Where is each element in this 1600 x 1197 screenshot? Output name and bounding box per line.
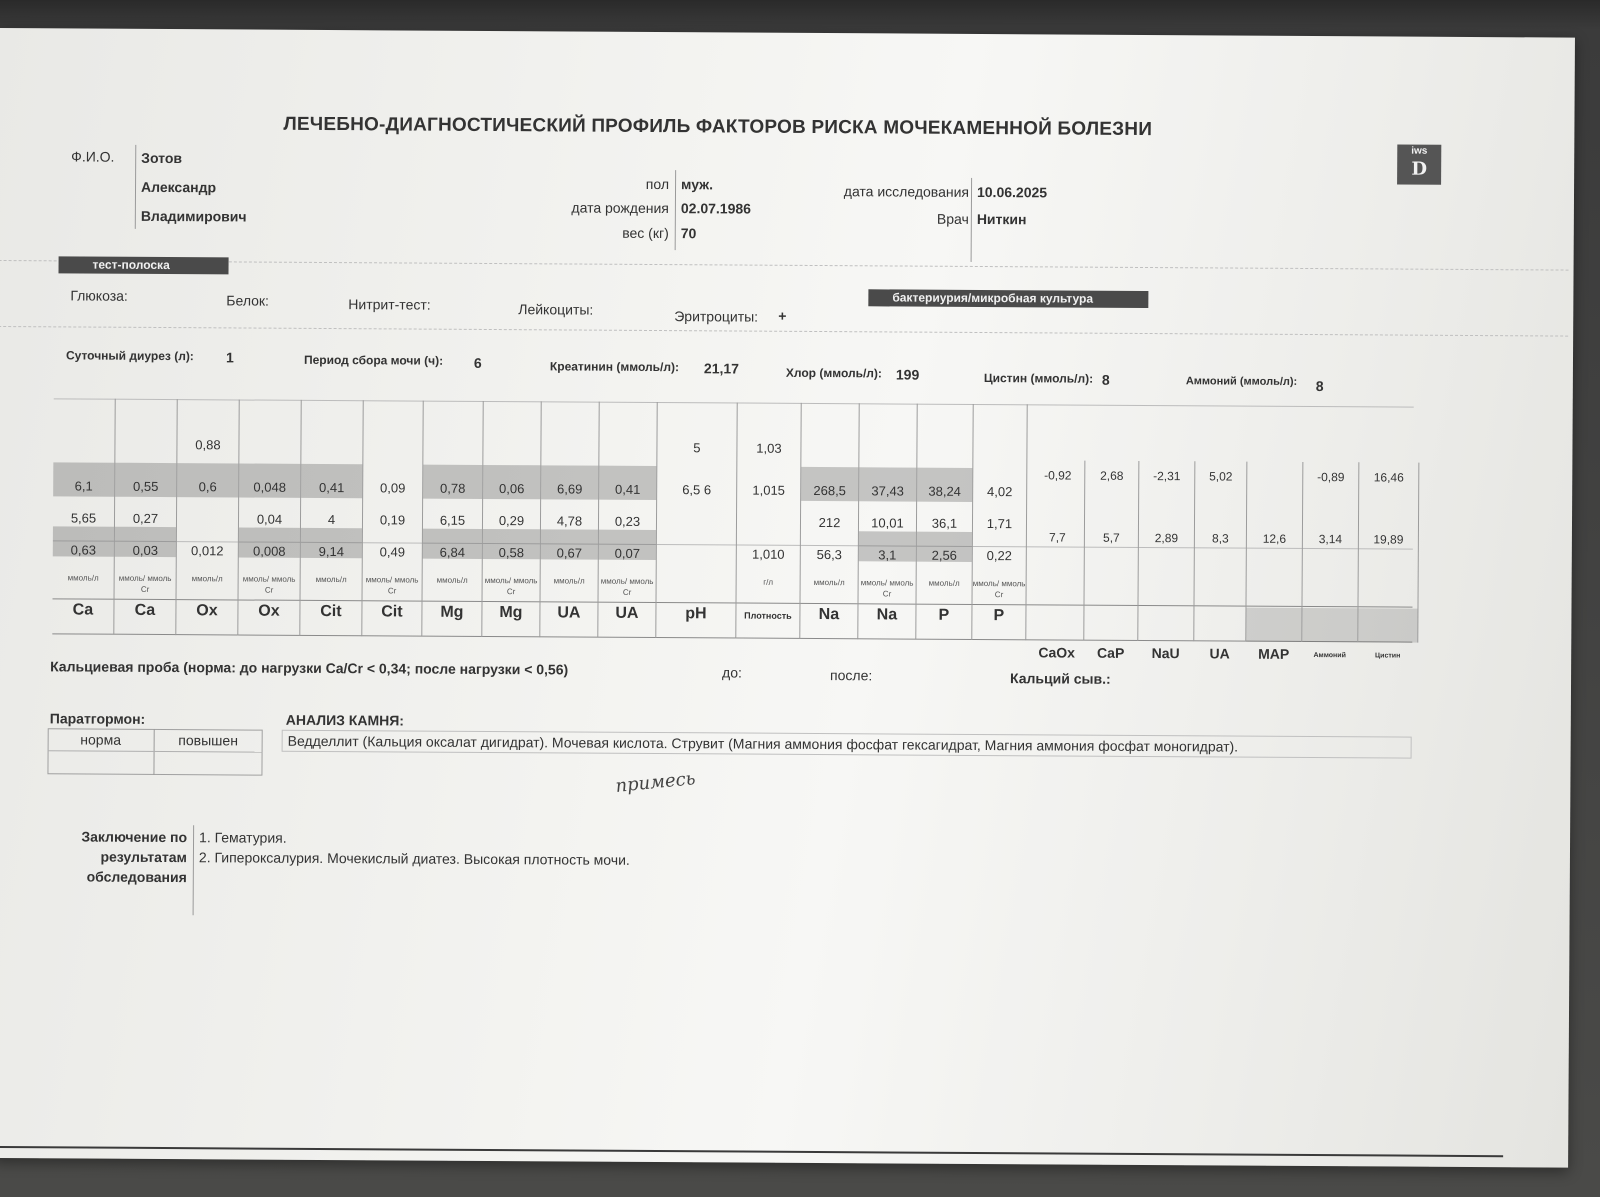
risk-column xyxy=(1358,462,1419,660)
weight-label: вес (кг) xyxy=(622,224,669,242)
unit-label: ммоль/л xyxy=(315,574,347,585)
grid-column xyxy=(114,399,177,635)
fio-divider xyxy=(135,145,137,229)
risk-param-label: UA xyxy=(1209,645,1230,662)
conclusion-divider xyxy=(193,825,195,915)
leukocytes-label: Лейкоциты: xyxy=(518,301,594,318)
grid-cell: 0,07 xyxy=(614,545,641,561)
grid-cell: 4,02 xyxy=(986,484,1013,500)
grid-column xyxy=(176,399,239,635)
doctor-value: Ниткин xyxy=(976,210,1027,228)
param-label: UA xyxy=(615,604,639,622)
calcium-after-label: после: xyxy=(830,667,873,684)
unit-label: ммоль/ ммоль Cr xyxy=(972,578,1026,600)
risk-mid-value: 19,89 xyxy=(1373,532,1404,547)
date-value: 10.06.2025 xyxy=(976,183,1048,201)
grid-column xyxy=(300,400,363,636)
param-label: UA xyxy=(557,604,581,622)
param-label: Ox xyxy=(258,602,280,620)
grid-column xyxy=(238,399,301,635)
param-label: Ca xyxy=(72,601,94,619)
grid-column xyxy=(540,401,599,637)
lab-logo xyxy=(1397,145,1441,185)
risk-mid-value: 3,14 xyxy=(1318,532,1343,547)
protein-label: Белок: xyxy=(226,292,270,309)
pth-label: Паратгормон: xyxy=(49,710,146,727)
grid-column xyxy=(800,403,859,639)
ammonium-label: Аммоний (ммоль/л): xyxy=(1185,375,1298,388)
risk-param-label: CaP xyxy=(1097,644,1125,661)
report-title: ЛЕЧЕБНО-ДИАГНОСТИЧЕСКИЙ ПРОФИЛЬ ФАКТОРОВ РИСКА МОЧЕКАМЕННОЙ БОЛЕЗНИ xyxy=(283,113,1153,141)
conclusion-label-1: Заключение по xyxy=(81,828,188,846)
grid-cell: 0,6 xyxy=(198,479,217,495)
serum-calcium-label: Кальций сыв.: xyxy=(1009,670,1111,687)
analysis-grid xyxy=(52,398,1413,662)
conclusion-item-1: 1. Гематурия. xyxy=(199,829,287,846)
grid-cell: 0,23 xyxy=(614,513,641,529)
grid-cell: 1,015 xyxy=(752,482,786,498)
param-label: P xyxy=(993,607,1005,625)
risk-mid-value: 7,7 xyxy=(1049,530,1066,545)
unit-label: ммоль/ ммоль Cr xyxy=(118,573,172,594)
date-label: дата исследования xyxy=(843,183,970,200)
param-label: Mg xyxy=(499,604,523,622)
grid-cell: 6,15 xyxy=(439,512,466,528)
risk-param-label: CaOx xyxy=(1038,644,1076,661)
logo-big-text: D xyxy=(1411,158,1428,180)
sheet-bottom-line xyxy=(0,1146,1503,1157)
grid-column xyxy=(598,402,657,638)
grid-cell: 0,048 xyxy=(253,479,287,495)
erythrocytes-label: Эритроциты: xyxy=(674,308,759,325)
risk-mid-value: 8,3 xyxy=(1212,531,1229,546)
grid-cell: 5 xyxy=(693,440,701,456)
grid-cell: 0,04 xyxy=(256,511,283,527)
risk-mid-value: 2,89 xyxy=(1154,531,1179,546)
grid-column xyxy=(916,404,973,640)
risk-column xyxy=(1030,460,1085,661)
patient-patronymic: Владимирович xyxy=(140,207,247,225)
grid-cell: 1,03 xyxy=(756,440,782,456)
grid-cell: 0,55 xyxy=(133,478,159,494)
grid-cell: 6,69 xyxy=(556,481,583,497)
pth-norm: норма xyxy=(80,731,122,748)
risk-mid-value: 5,7 xyxy=(1103,530,1120,545)
conclusion-item-2: 2. Гипероксалурия. Мочекислый диатез. Высокая плотность мочи. xyxy=(198,849,630,868)
grid-cell: 1,71 xyxy=(986,516,1013,532)
sex-label: пол xyxy=(645,175,670,193)
erythrocytes-value: + xyxy=(778,307,787,324)
grid-cell: 0,09 xyxy=(379,480,406,496)
param-label: Na xyxy=(818,606,840,624)
unit-label: г/л xyxy=(763,577,774,587)
cystine-value: 8 xyxy=(1101,371,1110,388)
grid-cell: 5,65 xyxy=(70,510,97,526)
grid-cell: 1,010 xyxy=(751,546,785,562)
risk-param-label: NaU xyxy=(1151,645,1180,662)
param-label: Cit xyxy=(320,602,342,621)
grid-cell: 0,41 xyxy=(318,479,345,496)
risk-top-value: -2,31 xyxy=(1153,469,1181,484)
risk-column xyxy=(1138,461,1195,662)
grid-cell: 4 xyxy=(327,512,336,528)
grid-cell: 0,29 xyxy=(498,513,525,529)
grid-cell: 0,78 xyxy=(439,480,466,496)
separator-line-2 xyxy=(0,326,1568,337)
conclusion-label-3: обследования xyxy=(86,868,187,886)
param-label: Ca xyxy=(134,601,156,619)
grid-cell: 0,67 xyxy=(556,545,583,561)
grid-cell: 212 xyxy=(818,515,841,531)
dob-label: дата рождения xyxy=(571,199,669,217)
param-label: Ox xyxy=(196,602,218,620)
shaded-band xyxy=(1246,608,1301,642)
diuresis-label: Суточный диурез (л): xyxy=(65,348,194,364)
param-label: Cit xyxy=(381,603,403,621)
pth-raised: повышен xyxy=(178,732,239,749)
grid-column xyxy=(858,403,917,639)
ammonium-value: 8 xyxy=(1315,378,1324,395)
stone-analysis-text: Ведделлит (Кальция оксалат дигидрат). Мочевая кислота. Струвит (Магния аммония фосфат гексагидрат, Магния аммония фосфат моногидрат). xyxy=(287,732,1239,755)
unit-label: ммоль/ ммоль Cr xyxy=(860,578,914,599)
grid-cell: 2,56 xyxy=(931,547,957,563)
grid-cell: 0,63 xyxy=(70,542,97,558)
shaded-band xyxy=(1358,608,1417,642)
grid-column xyxy=(482,401,541,637)
grid-column xyxy=(736,403,801,639)
patient-info-divider xyxy=(675,170,676,250)
grid-cell: 0,03 xyxy=(132,542,159,558)
patient-name: Александр xyxy=(140,178,217,196)
param-label: P xyxy=(938,606,950,624)
grid-cell: 0,88 xyxy=(195,437,221,453)
grid-column xyxy=(422,401,483,637)
sex-value: муж. xyxy=(681,176,714,193)
risk-top-value: 2,68 xyxy=(1100,468,1124,483)
grid-cell: 0,06 xyxy=(498,481,525,497)
glucose-label: Глюкоза: xyxy=(70,287,128,304)
risk-mid-value: 12,6 xyxy=(1262,531,1287,546)
diuresis-value: 1 xyxy=(225,349,234,366)
risk-param-label: Аммоний xyxy=(1313,652,1346,660)
grid-cell: 36,1 xyxy=(931,515,958,531)
grid-cell: 6,5 6 xyxy=(682,482,712,498)
risk-top-value: -0,89 xyxy=(1317,470,1345,485)
calcium-test-label: Кальциевая проба (норма: до нагрузки Ca/Cr < 0,34; после нагрузки < 0,56) xyxy=(50,658,569,678)
separator-line xyxy=(0,260,1569,271)
grid-cell: 0,22 xyxy=(986,548,1012,564)
conclusion-label-2: результатам xyxy=(100,848,187,866)
grid-cell: 0,012 xyxy=(190,543,224,559)
unit-label: ммоль/л xyxy=(553,576,585,586)
creatinine-value: 21,17 xyxy=(703,360,740,377)
weight-value: 70 xyxy=(680,225,697,242)
risk-param-label: Цистин xyxy=(1375,652,1401,660)
param-label: Плотность xyxy=(744,610,792,621)
patient-surname: Зотов xyxy=(141,149,183,167)
logo-small-text: iws xyxy=(1411,145,1428,157)
grid-cell: 10,01 xyxy=(871,515,904,531)
grid-cell: 37,43 xyxy=(871,483,904,499)
report-sheet xyxy=(0,28,1575,1168)
unit-label: ммоль/л xyxy=(813,577,845,588)
risk-column xyxy=(1084,461,1139,661)
risk-top-value: 16,46 xyxy=(1373,470,1404,485)
grid-cell: 38,24 xyxy=(928,483,961,499)
grid-column xyxy=(362,400,423,636)
grid-column xyxy=(972,404,1027,640)
grid-cell: 4,78 xyxy=(556,513,583,529)
period-label: Период сбора мочи (ч): xyxy=(303,352,444,368)
grid-cell: 0,19 xyxy=(379,512,406,528)
unit-label: ммоль/л xyxy=(67,573,99,583)
unit-label: ммоль/л xyxy=(928,578,960,588)
dob-value: 02.07.1986 xyxy=(680,200,752,217)
grid-cell: 0,41 xyxy=(614,481,641,497)
unit-label: ммоль/ ммоль Cr xyxy=(365,575,419,596)
grid-cell: 0,27 xyxy=(132,510,159,526)
handwritten-note: примесь xyxy=(614,768,697,797)
risk-column xyxy=(1246,462,1303,662)
param-label: Na xyxy=(876,606,898,624)
unit-label: ммоль/ ммоль Cr xyxy=(242,574,296,595)
chlorine-value: 199 xyxy=(895,366,920,383)
risk-column xyxy=(1194,461,1247,662)
grid-cell: 9,14 xyxy=(318,543,345,560)
period-value: 6 xyxy=(473,354,482,371)
grid-cell: 56,3 xyxy=(816,546,843,563)
grid-cell: 0,58 xyxy=(498,545,525,561)
grid-cell: 0,49 xyxy=(379,544,406,560)
bacteriuria-header: бактериурия/микробная культура xyxy=(868,289,1148,308)
fio-label: Ф.И.О. xyxy=(71,148,115,165)
stone-analysis-label: АНАЛИЗ КАМНЯ: xyxy=(285,711,405,729)
nitrite-label: Нитрит-тест: xyxy=(348,296,431,313)
risk-column xyxy=(1302,462,1359,660)
creatinine-label: Креатинин (ммоль/л): xyxy=(549,359,680,375)
unit-label: ммоль/ ммоль Cr xyxy=(484,575,538,597)
test-strip-header: тест-полоска xyxy=(59,256,229,274)
doctor-label: Врач xyxy=(936,210,969,227)
unit-label: ммоль/л xyxy=(191,574,223,584)
shaded-band xyxy=(1302,608,1357,642)
unit-label: ммоль/л xyxy=(436,575,468,585)
grid-cell: 0,008 xyxy=(252,543,286,559)
param-label: pH xyxy=(685,605,707,623)
chlorine-label: Хлор (ммоль/л): xyxy=(785,365,882,381)
risk-top-value: -0,92 xyxy=(1044,468,1072,483)
grid-cell: 3,1 xyxy=(878,547,897,563)
grid-column xyxy=(52,398,115,634)
calcium-before-label: до: xyxy=(722,664,742,681)
grid-column xyxy=(656,402,737,638)
grid-cell: 268,5 xyxy=(813,482,847,499)
param-label: Mg xyxy=(440,603,464,621)
date-divider xyxy=(971,178,973,262)
grid-cell: 6,84 xyxy=(439,544,466,560)
unit-label: ммоль/ ммоль Cr xyxy=(600,576,654,597)
risk-param-label: MAP xyxy=(1258,645,1290,662)
grid-cell: 6,1 xyxy=(74,478,93,494)
cystine-label: Цистин (ммоль/л): xyxy=(983,371,1094,386)
risk-top-value: 5,02 xyxy=(1209,469,1233,484)
